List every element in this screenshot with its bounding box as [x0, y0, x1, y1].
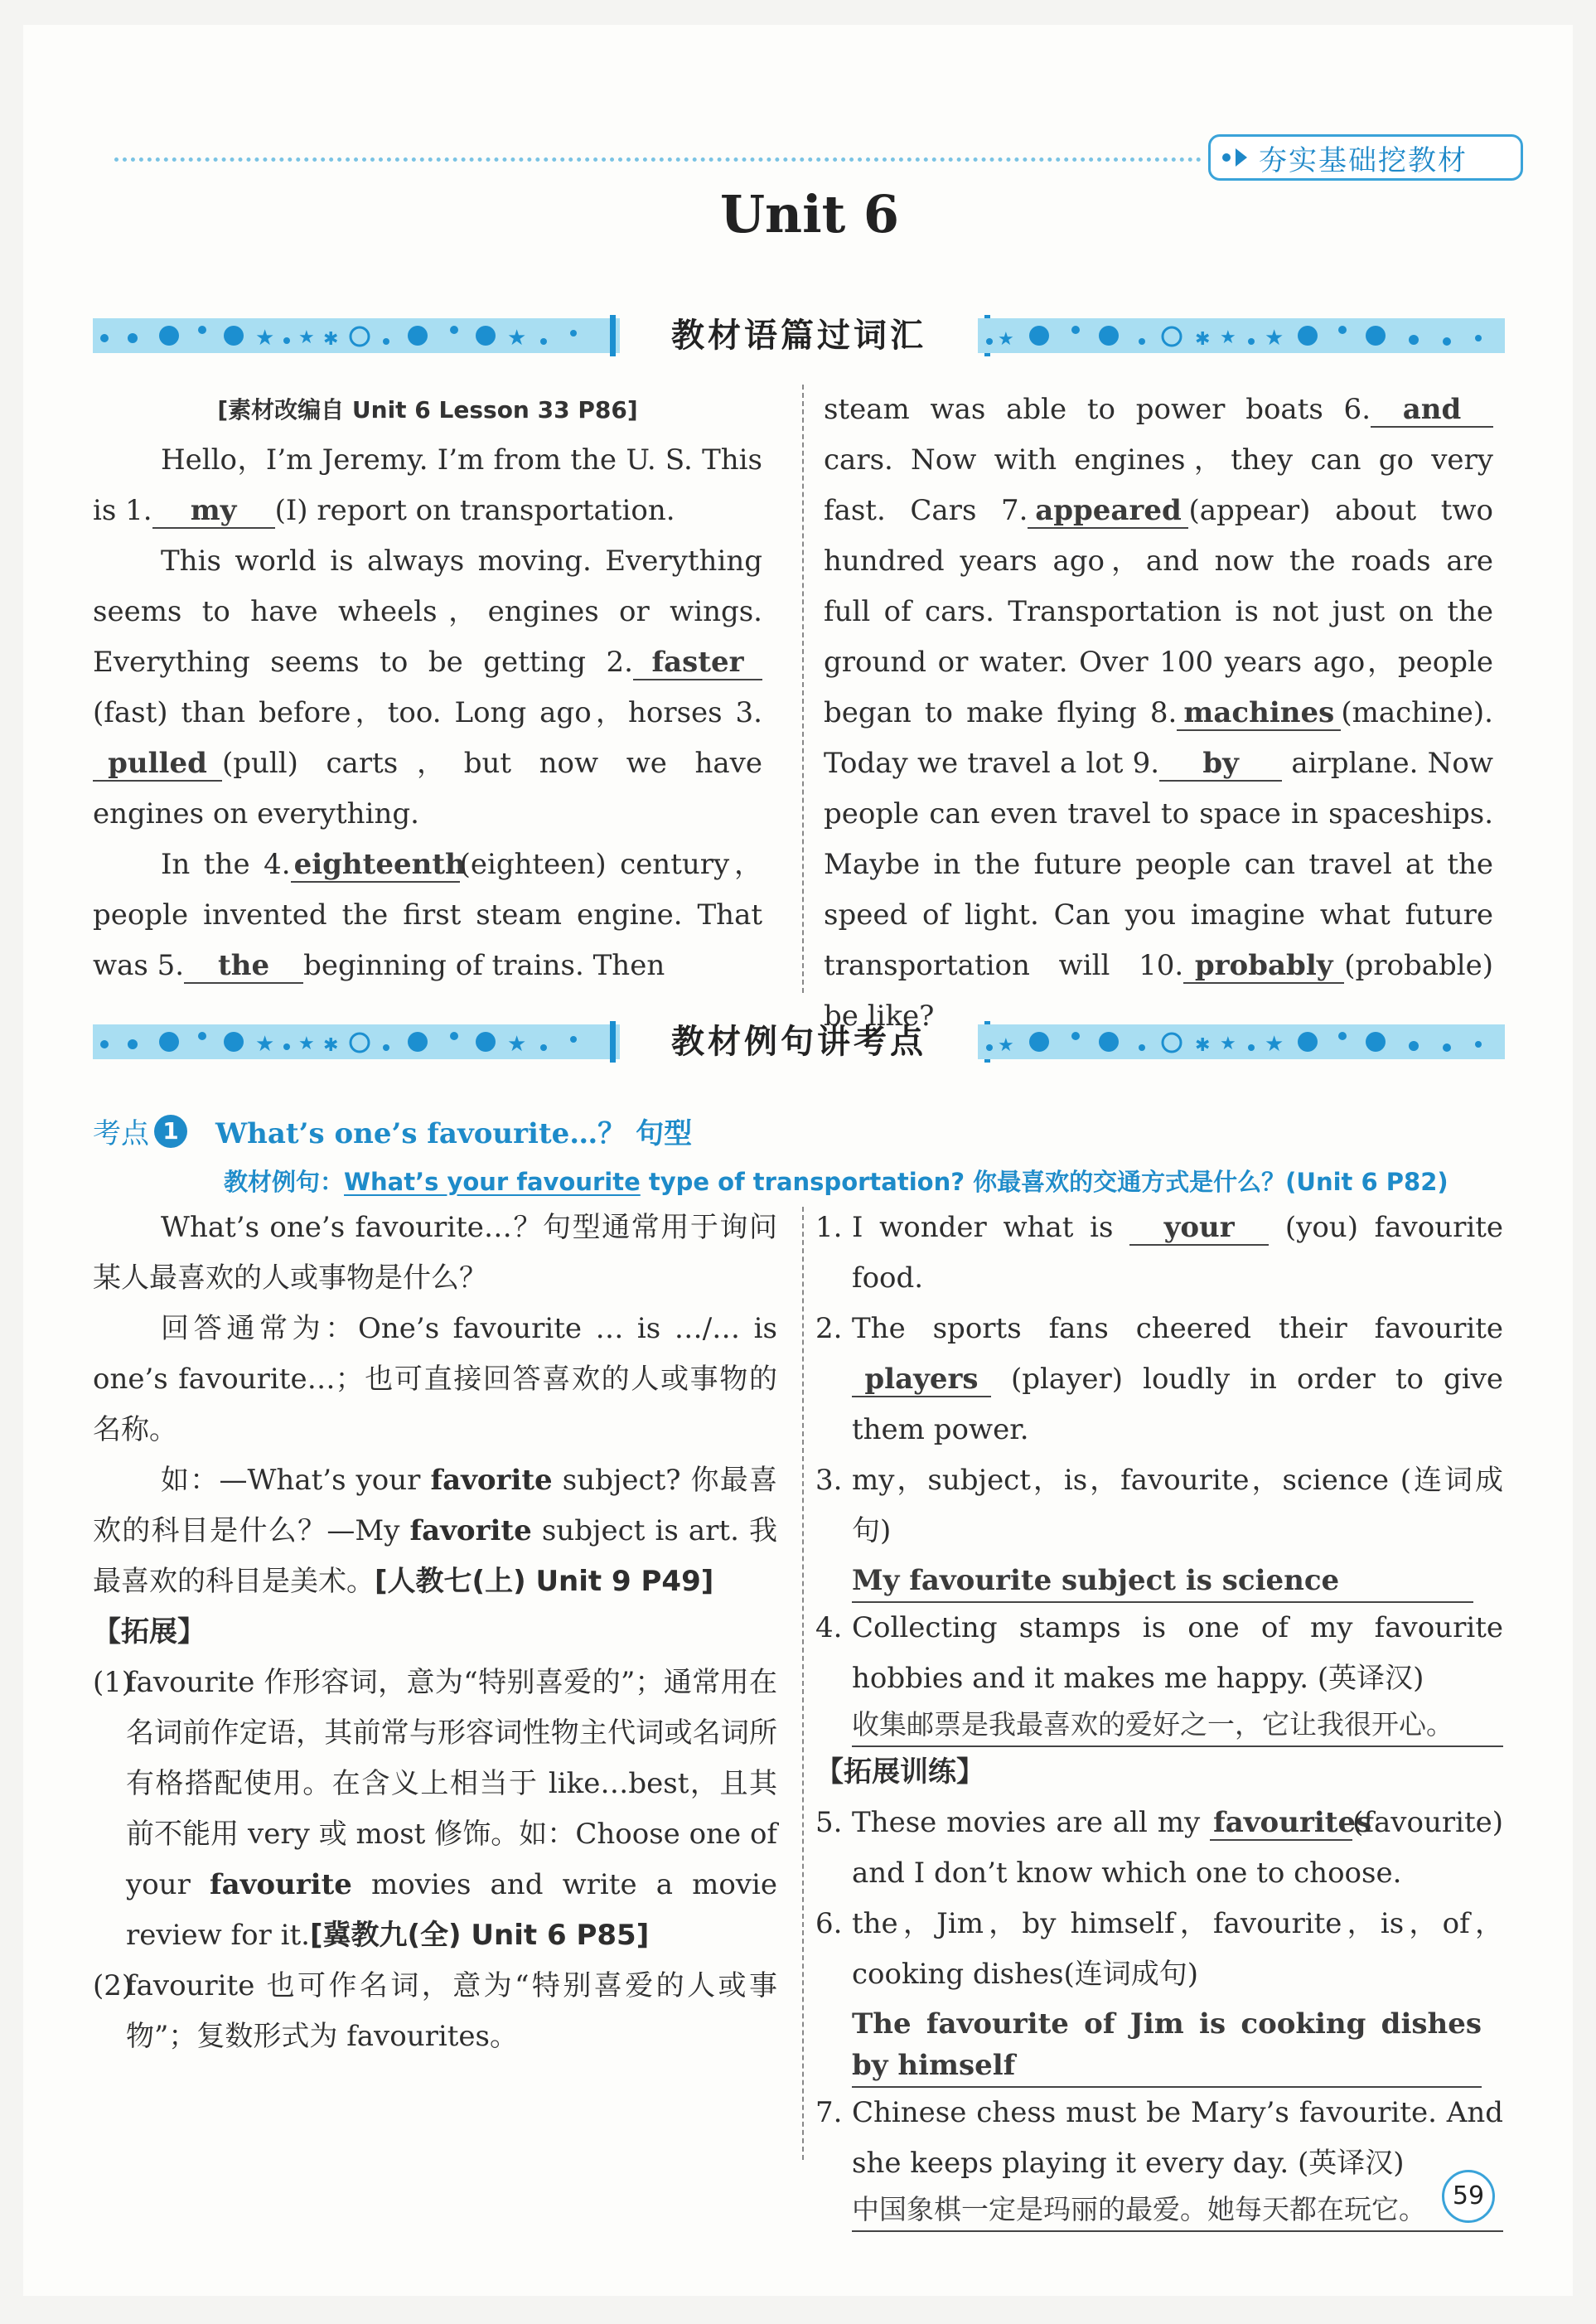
exercise-text: Collecting stamps is one of my favourite hobbies and it makes me happy. (英译汉) — [852, 1611, 1503, 1695]
answer-blank-3: pulled — [93, 747, 222, 782]
exercise-number: 2. — [815, 1312, 843, 1345]
svg-text:★: ★ — [1265, 1032, 1284, 1057]
exercise-2 — [815, 1304, 1503, 1455]
svg-text:★: ★ — [298, 1034, 315, 1054]
svg-text:★: ★ — [998, 329, 1014, 350]
svg-text:★: ★ — [1220, 327, 1236, 348]
explain-text: 如：—What’s your — [161, 1464, 431, 1497]
exercise-text: (you) favourite food. — [852, 1211, 1504, 1295]
exercise-answer-1: your — [1129, 1211, 1269, 1246]
reference-text: [人教七(上) Unit 9 P49] — [375, 1565, 714, 1598]
svg-text:★: ★ — [507, 1032, 527, 1057]
answer-blank-6: and — [1371, 393, 1493, 428]
header-tag-text: 夯实基础挖教材 — [1259, 143, 1468, 177]
passage-right-column — [824, 385, 1493, 1042]
passage-text: (probable) be like? — [824, 949, 1493, 1033]
section-title-points: 教材例句讲考点 — [671, 1023, 926, 1061]
passage-text: cars. Now with engines，they can go very fast. Cars 7. — [824, 443, 1493, 527]
banner-bar-left — [610, 1021, 616, 1063]
extension-text: favourite 也可作名词，意为“特别喜爱的人或事物”；复数形式为 favourites。 — [126, 1969, 777, 2053]
passage-paragraph-3 — [93, 840, 762, 991]
exercise-6 — [815, 1899, 1503, 2088]
section-banner-vocab — [93, 310, 1505, 361]
exercise-number: 1. — [815, 1211, 843, 1244]
svg-text:★: ★ — [255, 1032, 275, 1057]
passage-text: steam was able to power boats 6. — [824, 393, 1371, 426]
bullet-dot-icon — [1222, 153, 1231, 162]
answer-blank-4: eighteenth — [291, 848, 460, 883]
exercise-answer-6: The favourite of Jim is cooking dishes by himself — [852, 2003, 1482, 2088]
example-underlined: What’s your favourite — [344, 1168, 641, 1196]
exercise-4 — [815, 1603, 1503, 1747]
passage-paragraph-2 — [93, 536, 762, 840]
explanation-column — [93, 1203, 777, 2062]
explain-text: subject? 你最喜欢的科目是什么？—My — [93, 1464, 777, 1547]
kaodian-heading — [93, 1111, 692, 1151]
passage-text: (fast) than before，too. Long ago，horses 3. — [93, 696, 762, 729]
exercise-answer-5: favourites — [1210, 1806, 1352, 1841]
exercise-number: 4. — [815, 1611, 843, 1644]
exercise-text: I wonder what is — [852, 1211, 1114, 1244]
exercise-number: 6. — [815, 1907, 843, 1940]
decorative-dots-icon — [978, 318, 1505, 353]
exercise-text: (player) loudly in order to give them power. — [852, 1363, 1503, 1446]
passage-source: [素材改编自 Unit 6 Lesson 33 P86] — [217, 396, 638, 424]
kaodian-number-badge: 1 — [154, 1115, 187, 1148]
answer-blank-7: appeared — [1028, 494, 1188, 529]
column-divider — [802, 385, 804, 993]
column-divider — [802, 1207, 804, 2160]
extension-bold: favourite — [209, 1868, 352, 1901]
exercise-text: Chinese chess must be Mary’s favourite. And she keeps playing it every day. (英译汉) — [852, 2096, 1503, 2180]
extension-heading: 【拓展】 — [93, 1615, 206, 1649]
exercise-7 — [815, 2088, 1503, 2232]
header-tag — [1208, 134, 1523, 181]
exercise-answer-2: players — [852, 1363, 991, 1397]
svg-text:★: ★ — [255, 326, 275, 351]
passage-left-column — [93, 385, 762, 991]
header-dotted-rule — [114, 157, 1202, 162]
section-banner-points — [93, 1016, 1505, 1068]
extension-number: (1) — [93, 1666, 133, 1699]
arrow-right-icon — [1236, 148, 1247, 167]
banner-bar-left — [610, 315, 616, 356]
exercise-answer-7: 中国象棋一定是玛丽的最爱。她每天都在玩它。 — [852, 2189, 1503, 2232]
explain-paragraph-3 — [93, 1455, 777, 1607]
exercise-text: The sports fans cheered their favourite — [852, 1312, 1503, 1345]
banner-strip-right — [978, 318, 1505, 353]
svg-text:✱: ✱ — [1195, 1035, 1211, 1056]
example-rest: type of transportation? 你最喜欢的交通方式是什么？(Unit 6 P82) — [640, 1168, 1448, 1196]
section-title-vocab: 教材语篇过词汇 — [671, 317, 926, 355]
answer-blank-10: probably — [1183, 949, 1344, 984]
explain-bold: favorite — [409, 1514, 532, 1547]
exercise-number: 5. — [815, 1806, 843, 1839]
answer-blank-8: machines — [1177, 696, 1341, 731]
exercise-text: the，Jim，by himself，favourite，is，of，cooking dishes(连词成句) — [852, 1907, 1503, 1991]
explain-text: subject is art. 我最喜欢的科目是美术。 — [93, 1514, 777, 1598]
passage-paragraph-1 — [93, 435, 762, 536]
svg-text:★: ★ — [998, 1035, 1014, 1056]
svg-text:✱: ✱ — [323, 329, 339, 350]
extension-text: movies and write a movie review for it. — [126, 1868, 778, 1952]
exercise-5 — [815, 1798, 1503, 1899]
passage-text: This world is always moving. Everything seems to have wheels，engines or wings. Everything seems to be getting 2. — [93, 545, 762, 679]
svg-text:★: ★ — [1265, 326, 1284, 351]
passage-text: (eighteen) century，people invented the first steam engine. That was 5. — [93, 848, 762, 982]
exercise-text: my，subject，is，favourite，science (连词成句) — [852, 1464, 1503, 1547]
decorative-dots-icon — [93, 318, 620, 353]
extension-text: favourite 作形容词，意为“特别喜爱的”；通常用在名词前作定语，其前常与形容词性物主代词或名词所有格搭配使用。在含义上相当于 like…best，且其前不能用 very 或 most 修饰。如：Choose one of your — [126, 1666, 777, 1901]
answer-blank-1: my — [152, 494, 275, 529]
extension-number: (2) — [93, 1969, 133, 2002]
explain-bold: favorite — [430, 1464, 553, 1497]
exercise-3 — [815, 1455, 1503, 1603]
svg-text:★: ★ — [1220, 1034, 1236, 1054]
answer-blank-9: by — [1159, 747, 1282, 782]
exercise-text: These movies are all my — [852, 1806, 1201, 1839]
exercise-number: 7. — [815, 2096, 843, 2129]
extension-item-1 — [93, 1658, 777, 1961]
exercise-number: 3. — [815, 1464, 843, 1497]
answer-blank-5: the — [184, 949, 303, 984]
explain-paragraph-1: What’s one’s favourite…？句型通常用于询问某人最喜欢的人或事物是什么？ — [93, 1211, 777, 1295]
kaodian-label: 考点 — [93, 1117, 149, 1150]
svg-text:★: ★ — [507, 326, 527, 351]
exercise-text: (favourite) and I don’t know which one to choose. — [852, 1806, 1504, 1890]
banner-strip-right — [978, 1024, 1505, 1059]
extension-training-heading: 【拓展训练】 — [815, 1755, 984, 1789]
reference-text: [冀教九(全) Unit 6 P85] — [309, 1919, 650, 1952]
answer-blank-2: faster — [633, 646, 762, 680]
passage-text: beginning of trains. Then — [303, 949, 665, 982]
svg-text:✱: ✱ — [1195, 329, 1211, 350]
banner-strip-left — [93, 1024, 620, 1059]
decorative-dots-icon — [93, 1024, 620, 1059]
svg-text:✱: ✱ — [323, 1035, 339, 1056]
textbook-example — [224, 1164, 1448, 1198]
banner-strip-left — [93, 318, 620, 353]
passage-text: (machine). Today we travel a lot 9. — [824, 696, 1493, 780]
exercise-column — [815, 1203, 1503, 2232]
explain-paragraph-2: 回答通常为：One’s favourite … is …/… is one’s favourite…；也可直接回答喜欢的人或事物的名称。 — [93, 1312, 777, 1446]
passage-text: (appear) about two hundred years ago，and now the roads are full of cars. Transportation is not just on the ground or water. Over 100 years ago，people began to make flying 8. — [824, 494, 1493, 729]
svg-text:★: ★ — [298, 327, 315, 348]
kaodian-title: What’s one’s favourite…？ 句型 — [215, 1117, 693, 1150]
exercise-1 — [815, 1203, 1503, 1304]
page-number: 59 — [1442, 2170, 1495, 2223]
passage-text: Hello，I’m Jeremy. I’m from the U. S. This is 1. — [93, 443, 762, 527]
exercise-answer-4: 收集邮票是我最喜欢的爱好之一，它让我很开心。 — [852, 1704, 1503, 1747]
passage-text: (pull) carts，but now we have engines on everything. — [93, 747, 762, 830]
passage-text: In the 4. — [161, 848, 291, 881]
passage-text: (I) report on transportation. — [274, 494, 675, 527]
example-prefix: 教材例句： — [224, 1168, 345, 1196]
extension-item-2 — [93, 1961, 777, 2062]
exercise-answer-3: My favourite subject is science — [852, 1560, 1473, 1603]
unit-title: Unit 6 — [719, 184, 900, 245]
decorative-dots-icon — [978, 1024, 1505, 1059]
passage-text: airplane. Now people can even travel to space in spaceships. Maybe in the future people can travel at the speed of light. Can you imagine what future transportation will 10. — [824, 747, 1494, 982]
passage-paragraph-4 — [824, 385, 1493, 1042]
